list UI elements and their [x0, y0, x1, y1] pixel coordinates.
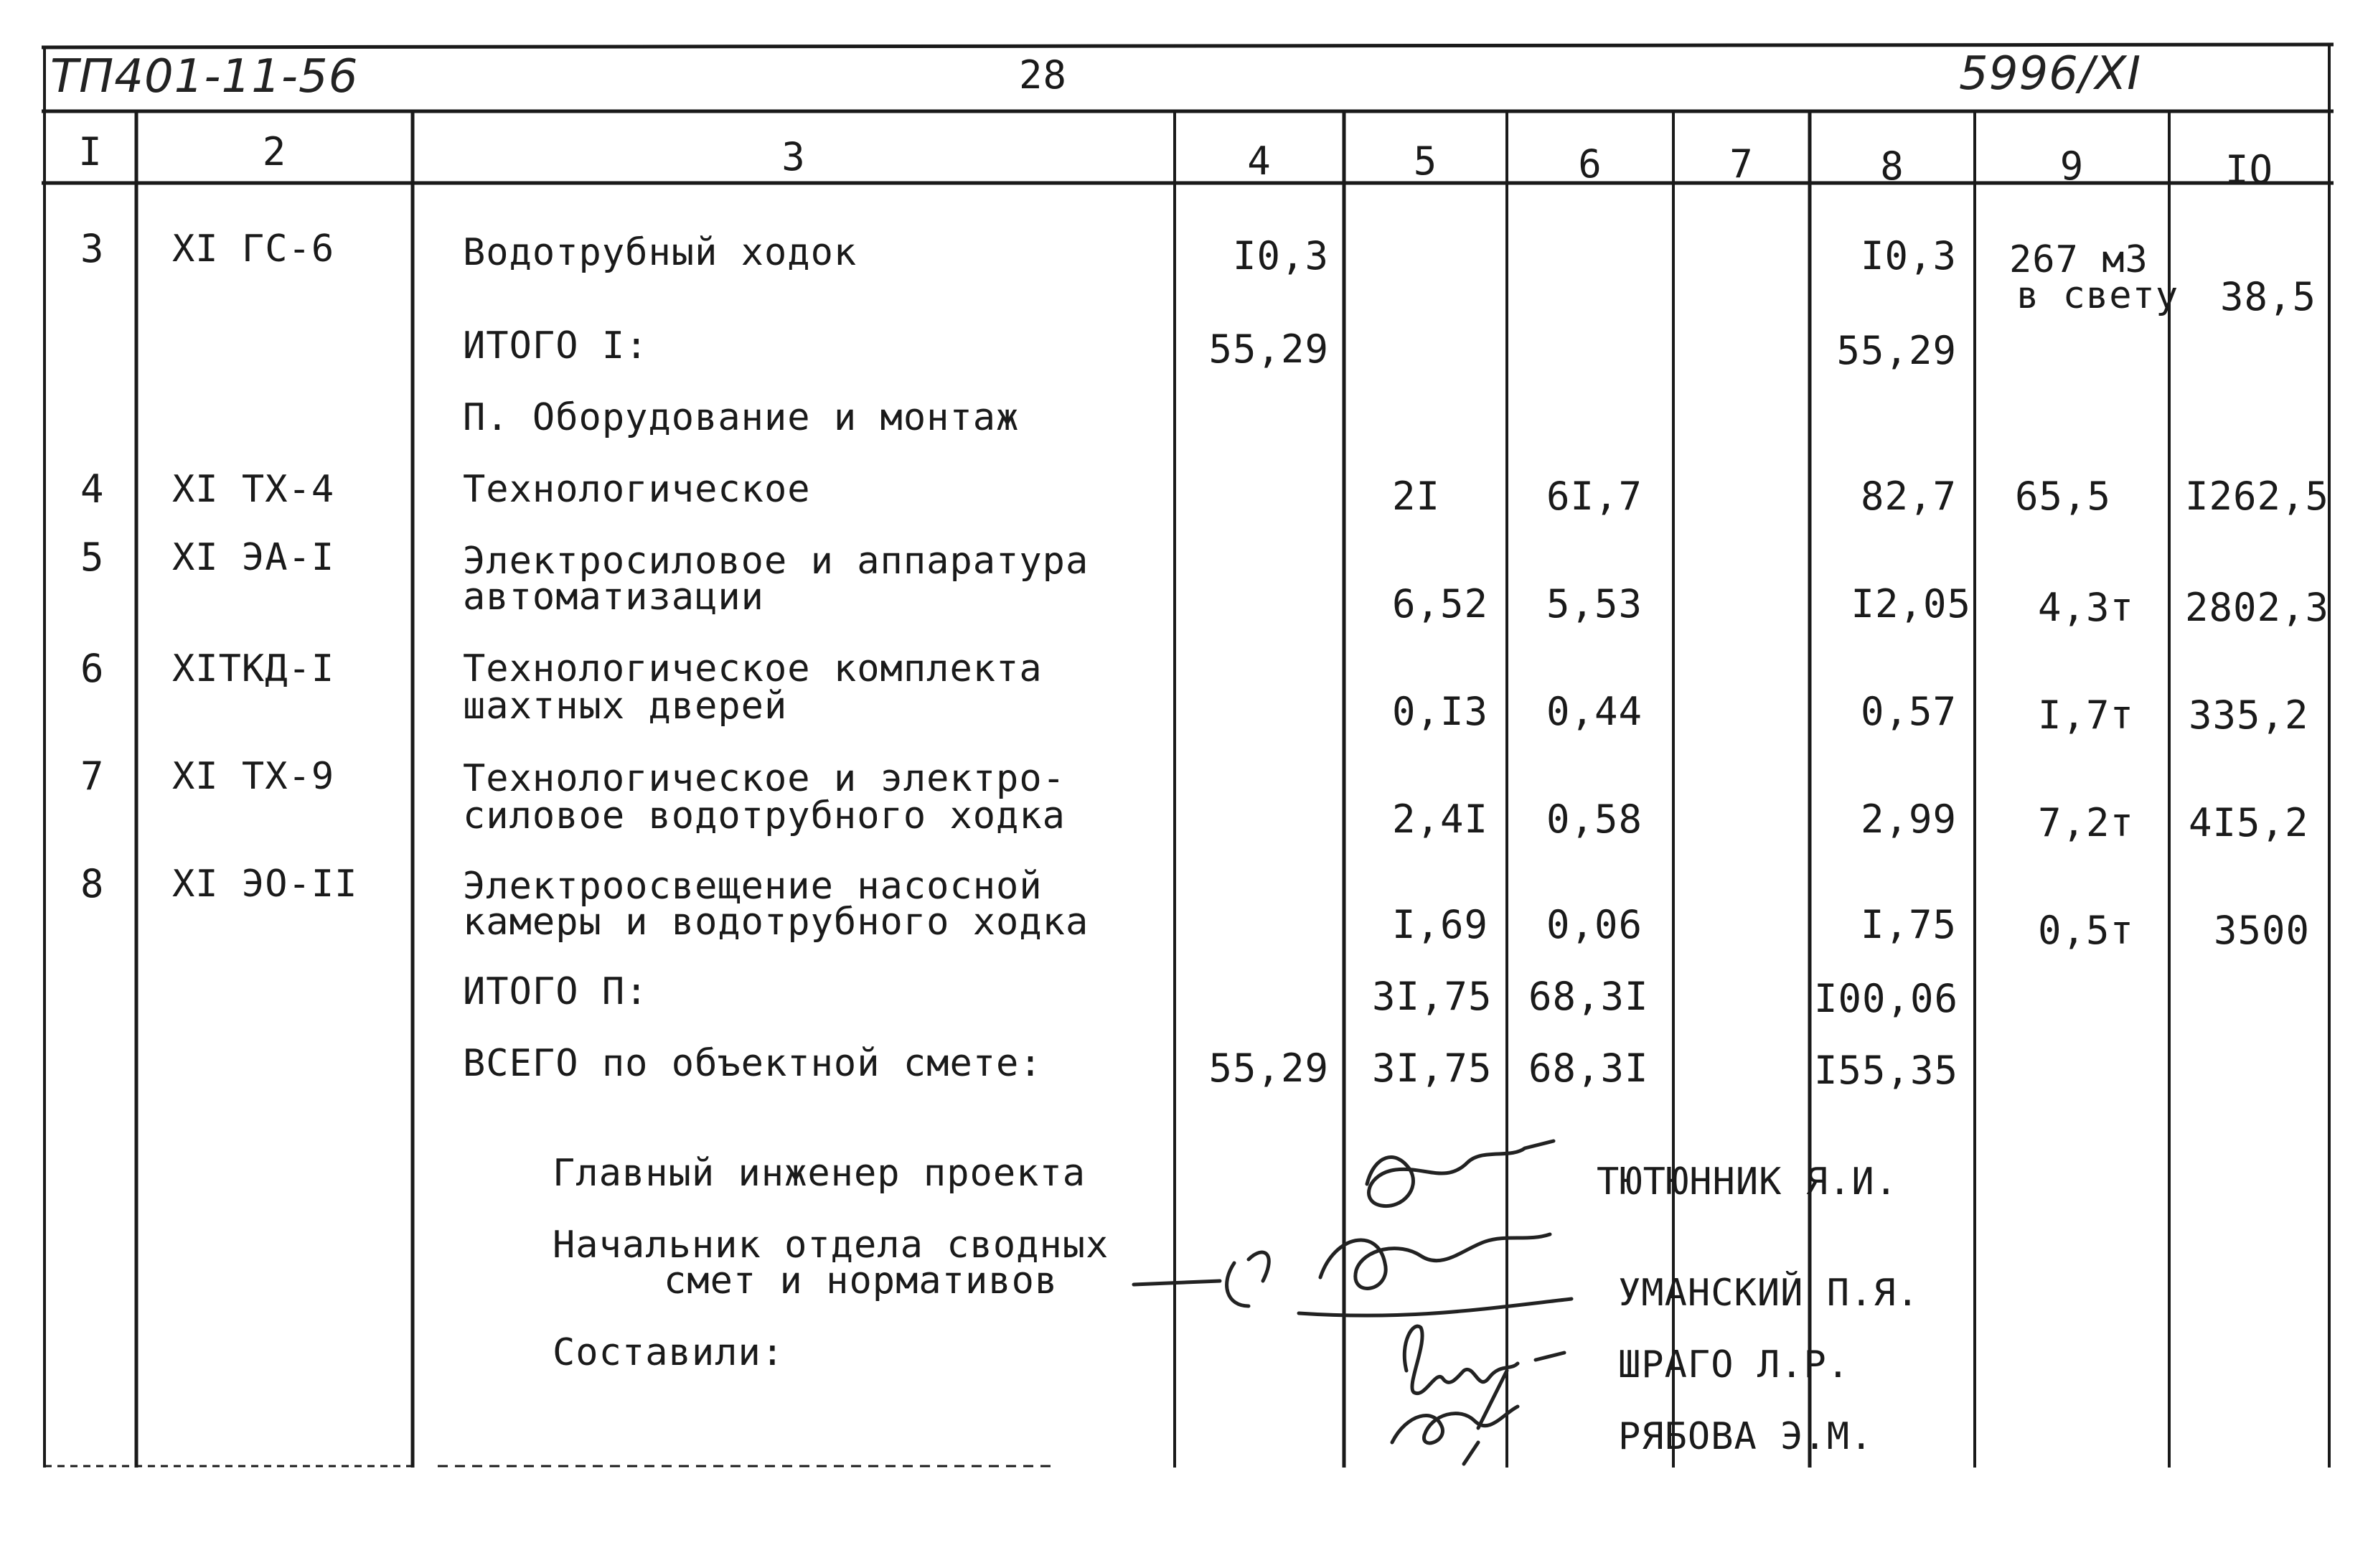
row-name: автоматизации: [463, 576, 764, 619]
dept-head-title: смет и нормативов: [664, 1259, 1058, 1302]
cell-c5: 6,52: [1392, 581, 1489, 626]
cell-c9: в свету: [2016, 274, 2179, 317]
cell-c6: 0,06: [1546, 902, 1643, 947]
cell-c6: 68,3I: [1528, 1046, 1649, 1091]
row-name: Технологическое: [463, 468, 811, 511]
cell-c8: I0,3: [1860, 233, 1957, 278]
column-header: IO: [2224, 147, 2274, 192]
chief-engineer-name: ТЮТЮННИК Я.И.: [1597, 1160, 1898, 1203]
signature-chief: [1367, 1141, 1554, 1206]
cell-c8: 0,57: [1860, 689, 1957, 734]
cell-c10: 38,5: [2219, 274, 2316, 319]
cell-c8: I55,35: [1814, 1048, 1959, 1093]
row-name: Технологическое и электро-: [463, 757, 1066, 800]
cell-c5: 2I: [1392, 474, 1441, 519]
row-code: XI ГС-6: [172, 227, 335, 271]
cell-c5: 0,I3: [1392, 689, 1489, 734]
row-name: ВСЕГО по объектной смете:: [463, 1042, 1043, 1085]
compiled-label: Составили:: [553, 1331, 785, 1374]
cell-c4: 55,29: [1208, 1046, 1329, 1091]
row-name: Электросиловое и аппаратура: [463, 540, 1089, 583]
row-name: Водотрубный ходок: [463, 231, 857, 274]
column-header: 9: [2059, 144, 2085, 189]
row-number: 8: [80, 861, 105, 906]
cell-c9: 267 м3: [2009, 238, 2148, 281]
row-number: 5: [80, 535, 105, 580]
column-header: 7: [1729, 141, 1754, 187]
compiler-name: РЯБОВА Э.М.: [1618, 1415, 1874, 1458]
row-number: 7: [80, 754, 105, 799]
cell-c5: 3I,75: [1372, 1046, 1493, 1091]
cell-c5: I,69: [1392, 902, 1489, 947]
cell-c10: 335,2: [2189, 693, 2309, 738]
row-number: 4: [80, 466, 105, 512]
row-code: XI ТХ-4: [172, 468, 335, 511]
signature-dept-head: [1134, 1234, 1571, 1315]
column-header: 4: [1247, 139, 1272, 184]
cell-c6: 5,53: [1546, 581, 1643, 626]
cell-c8: I2,05: [1851, 581, 1971, 626]
cell-c9: 0,5т: [2038, 908, 2135, 953]
column-header: 6: [1578, 141, 1602, 187]
cell-c6: 0,44: [1546, 689, 1643, 734]
column-header: 8: [1880, 144, 1904, 189]
cell-c10: I262,5: [2185, 474, 2330, 519]
cell-c5: 3I,75: [1372, 974, 1493, 1019]
cell-c9: I,7т: [2038, 693, 2135, 738]
cell-c4: 55,29: [1208, 327, 1329, 372]
cell-c8: I,75: [1860, 902, 1957, 947]
row-name: ИТОГО П:: [463, 970, 649, 1013]
row-name: Электроосвещение насосной: [463, 865, 1043, 908]
chief-engineer-title: Главный инженер проекта: [553, 1152, 1086, 1195]
column-header: 3: [781, 134, 806, 179]
row-code: XI ЭА-I: [172, 536, 335, 579]
signature-compiler-1: [1404, 1326, 1564, 1394]
doc-code: ТП401-11-56: [50, 50, 359, 103]
dept-head-title: Начальник отдела сводных: [553, 1224, 1109, 1267]
cell-c8: I00,06: [1814, 976, 1959, 1021]
row-name: камеры и водотрубного ходка: [463, 901, 1089, 944]
compiler-name: ШРАГО Л.Р.: [1618, 1343, 1851, 1386]
row-code: XI ЭО-II: [172, 863, 358, 906]
row-code: XIТКД-I: [172, 647, 335, 690]
cell-c8: 55,29: [1836, 328, 1957, 373]
cell-c9: 4,3т: [2038, 585, 2135, 630]
page-number: 28: [1019, 52, 1068, 98]
cell-c10: 4I5,2: [2189, 800, 2309, 845]
dept-head-name: УМАНСКИЙ П.Я.: [1618, 1272, 1919, 1315]
cell-c9: 7,2т: [2038, 800, 2135, 845]
cell-c5: 2,4I: [1392, 797, 1489, 842]
row-number: 3: [80, 226, 105, 271]
cell-c8: 2,99: [1860, 797, 1957, 842]
row-name: Технологическое комплекта: [463, 647, 1043, 690]
cell-c6: 0,58: [1546, 797, 1643, 842]
row-name: ИТОГО I:: [463, 324, 649, 367]
sheet-ref: 5996/XI: [1959, 47, 2142, 100]
cell-c4: I0,3: [1232, 233, 1329, 278]
cell-c6: 6I,7: [1546, 474, 1643, 519]
cell-c6: 68,3I: [1528, 974, 1649, 1019]
column-header: I: [78, 129, 103, 174]
column-header: 5: [1413, 139, 1438, 184]
section-heading: П. Оборудование и монтаж: [463, 396, 1020, 439]
row-name: шахтных дверей: [463, 685, 788, 728]
row-number: 6: [80, 646, 105, 691]
cell-c10: 3500: [2214, 908, 2311, 953]
row-code: XI ТХ-9: [172, 755, 335, 798]
cell-c9: 65,5: [2015, 474, 2112, 519]
cell-c10: 2802,3: [2185, 585, 2330, 630]
row-name: силовое водотрубного ходка: [463, 794, 1066, 837]
cell-c8: 82,7: [1860, 474, 1957, 519]
column-header: 2: [262, 129, 287, 174]
